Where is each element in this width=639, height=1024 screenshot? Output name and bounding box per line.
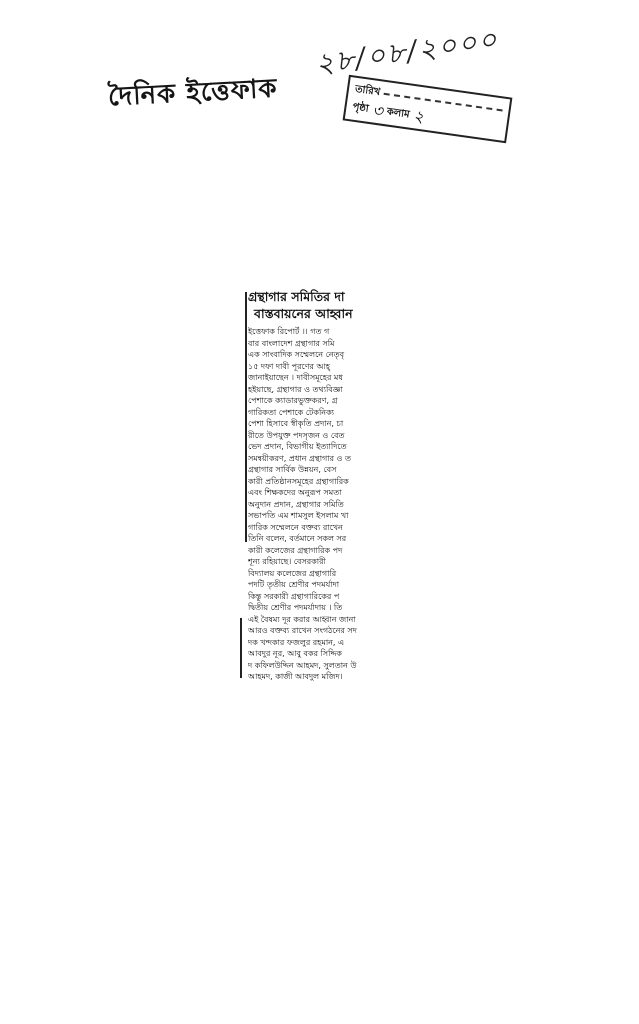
- article-headline-line1: গ্রন্থাগার সমিতির দা: [248, 289, 345, 304]
- article-body-line: দক খন্দকার ফজলুর রহমান, এ: [248, 637, 345, 647]
- stamp-date-label: তারিখ: [354, 83, 381, 98]
- article-body-line: এই বৈষম্য দূর করার আহ্বান জানা: [248, 614, 356, 624]
- article-body-line: তিনি বলেন, বর্তমানে সকল সর: [248, 534, 347, 543]
- article-body-line: অনুদান প্রদান, গ্রন্থাগার সমিতি: [248, 499, 344, 509]
- stamp-page-value: ৩: [371, 99, 385, 121]
- article-body-line: শূন্য রহিয়াছে। বেসরকারী: [248, 557, 326, 566]
- clipping-margin-rule-lower: [240, 618, 242, 678]
- article-body-line: ইত্তেফাক রিপোর্ট ।। গত গ: [248, 327, 330, 336]
- article-body-line: আহমদ, কাজী আবদুল মজিদ।: [248, 672, 343, 681]
- article-body-line: এক সাংবাদিক সম্মেলনে নেতৃবৃ: [248, 350, 345, 359]
- article-body-line: আরও বক্তব্য রাখেন সংগঠনের সদ: [248, 626, 357, 635]
- article-body-line: হইয়াছে, গ্রন্থাগার ও তথ্যবিজ্ঞা: [248, 384, 343, 394]
- article-headline-line2: বাস্তবায়নের আহ্বান: [254, 306, 353, 321]
- article-body-line: কারী কলেজের গ্রন্থাগারিক পদ: [248, 545, 343, 555]
- stamp-column-value: ২: [412, 105, 426, 126]
- article-body-line: বিদ্যালয় কলেজের গ্রন্থাগারি: [248, 568, 337, 578]
- clipping-margin-rule: [245, 292, 247, 542]
- article-body-line: গারিক সম্মেলনে বক্তব্য রাখেন: [248, 522, 343, 532]
- article-body-line: আবদুর নূর, আবু বকর সিদ্দিক: [248, 649, 342, 658]
- article-body-line: এবং শিক্ষকদের অনুরূপ সমতা: [248, 488, 342, 497]
- article-body-line: পেশাকে ক্যাডারভুক্তকরণ, গ্র: [248, 396, 338, 405]
- article-body-line: গারিকতা পেশাকে টেকনিক্য: [248, 407, 334, 417]
- handwritten-reference-number: ২৮/০৮/২০০০: [313, 22, 501, 81]
- article-body-line: গ্রন্থাগার সার্বিক উন্নয়ন, বেস: [248, 465, 337, 474]
- article-body-line: জানাইয়াছেন । দাবীসমূহের মধ: [248, 373, 343, 382]
- article-body-line: ১৫ দফা দাবী পূরণের আহ্: [248, 361, 331, 371]
- article-body-line: সভাপতি এম শামসুল ইসলাম খা: [248, 511, 349, 520]
- article-body-line: পেশা হিসাবে স্বীকৃতি প্রদান, চা: [248, 419, 344, 428]
- article-body: [248, 326, 384, 683]
- stamp-page-label: পৃষ্ঠা: [351, 101, 370, 115]
- article-body-line: সমন্বয়ীকরণ, প্রধান গ্রন্থাগার ও ত: [248, 453, 351, 463]
- article-body-line: রীতে উপযুক্ত পদসৃজন ও বেত: [248, 430, 345, 440]
- stamp-column-label: কলাম: [386, 105, 411, 121]
- article-body-line: ভেদ প্রদান, বিভাগীয় ইত্যাদিতে: [248, 442, 347, 451]
- newspaper-name: দৈনিক ইত্তেফাক: [107, 73, 279, 113]
- date-page-stamp: [343, 75, 513, 144]
- article-body-line: বার বাংলাদেশ গ্রন্থাগার সমি: [248, 338, 335, 348]
- newspaper-clipping: [248, 288, 384, 698]
- article-body-line: পদটি তৃতীয় শ্রেণীর পদমর্যাদা: [248, 580, 340, 589]
- article-body-line: দ্বিতীয় শ্রেণীর পদমর্যাদায় । তি: [248, 603, 343, 612]
- article-body-line: কিন্তু সরকারী গ্রন্থাগারিকের প: [248, 591, 340, 601]
- article-body-line: দ কফিলউদ্দিন আহমদ, সুলতান উ: [248, 660, 357, 670]
- article-body-line: কারী প্রতিষ্ঠানসমূহের গ্রন্থাগারিক: [248, 476, 349, 486]
